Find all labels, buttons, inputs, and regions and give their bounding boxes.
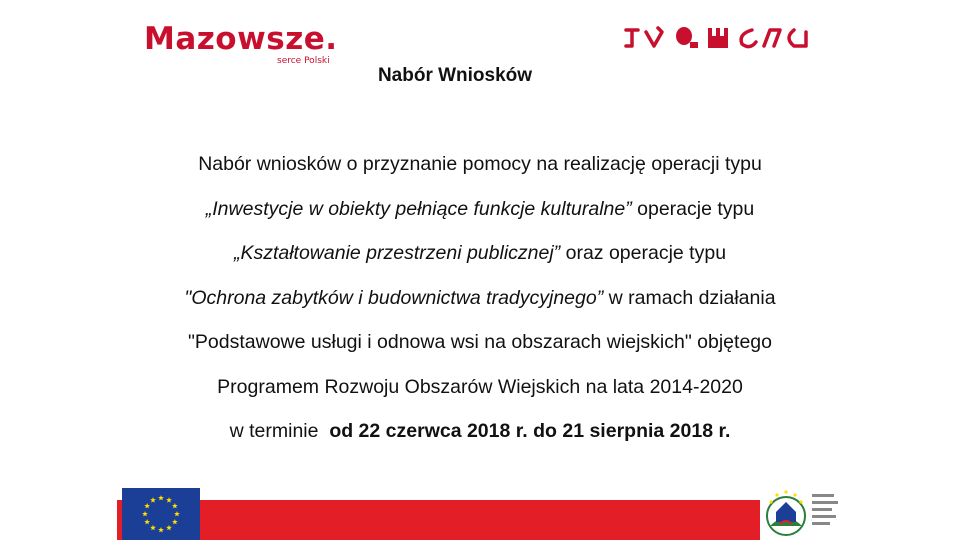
eu-flag-icon bbox=[122, 488, 200, 540]
eu-star bbox=[150, 497, 156, 502]
eu-star bbox=[158, 495, 164, 500]
operation-type-culture: „Inwestycje w obiekty pełniące funkcje kulturalne” bbox=[205, 197, 632, 220]
mazowsze-wordmark: Mazowsze. bbox=[144, 21, 338, 57]
eu-star bbox=[172, 503, 178, 508]
eu-star bbox=[174, 511, 180, 516]
deadline-prefix: w terminie bbox=[229, 420, 330, 442]
footer-bar bbox=[117, 500, 760, 540]
eu-star bbox=[166, 525, 172, 530]
prow-logo-icon bbox=[762, 484, 854, 540]
page-title: Nabór Wniosków bbox=[377, 65, 533, 86]
announcement-line-1: Nabór wniosków o przyznanie pomocy na realizację operacji typu bbox=[198, 153, 762, 175]
eu-star bbox=[150, 525, 156, 530]
announcement-line-7 bbox=[60, 413, 900, 458]
eu-star bbox=[144, 519, 150, 524]
eu-star bbox=[172, 519, 178, 524]
line-4-suffix: w ramach działania bbox=[603, 286, 776, 309]
eu-star bbox=[158, 527, 164, 532]
eu-star bbox=[166, 497, 172, 502]
line-3-suffix: oraz operacje typu bbox=[560, 242, 727, 264]
announcement-line-4 bbox=[60, 280, 900, 325]
operation-type-heritage: "Ochrona zabytków i budownictwa tradycyjnego” bbox=[184, 286, 604, 309]
mazowsze-tagline: serce Polski bbox=[277, 56, 330, 66]
eu-star bbox=[144, 503, 150, 508]
announcement-line-5: "Podstawowe usługi i odnowa wsi na obszarach wiejskich" objętego bbox=[187, 331, 772, 353]
leader-glyphs-icon bbox=[624, 24, 816, 52]
announcement-text bbox=[60, 146, 900, 458]
eu-star bbox=[142, 511, 148, 516]
line-2-suffix: operacje typu bbox=[631, 197, 755, 220]
announcement-line-3 bbox=[60, 235, 900, 280]
deadline-dates: od 22 czerwca 2018 r. do 21 sierpnia 2018 r. bbox=[329, 420, 731, 442]
announcement-line-6: Programem Rozwoju Obszarów Wiejskich na lata 2014-2020 bbox=[217, 375, 743, 398]
announcement-line-2 bbox=[60, 191, 900, 236]
operation-type-public-space: „Kształtowanie przestrzeni publicznej” bbox=[233, 242, 561, 264]
